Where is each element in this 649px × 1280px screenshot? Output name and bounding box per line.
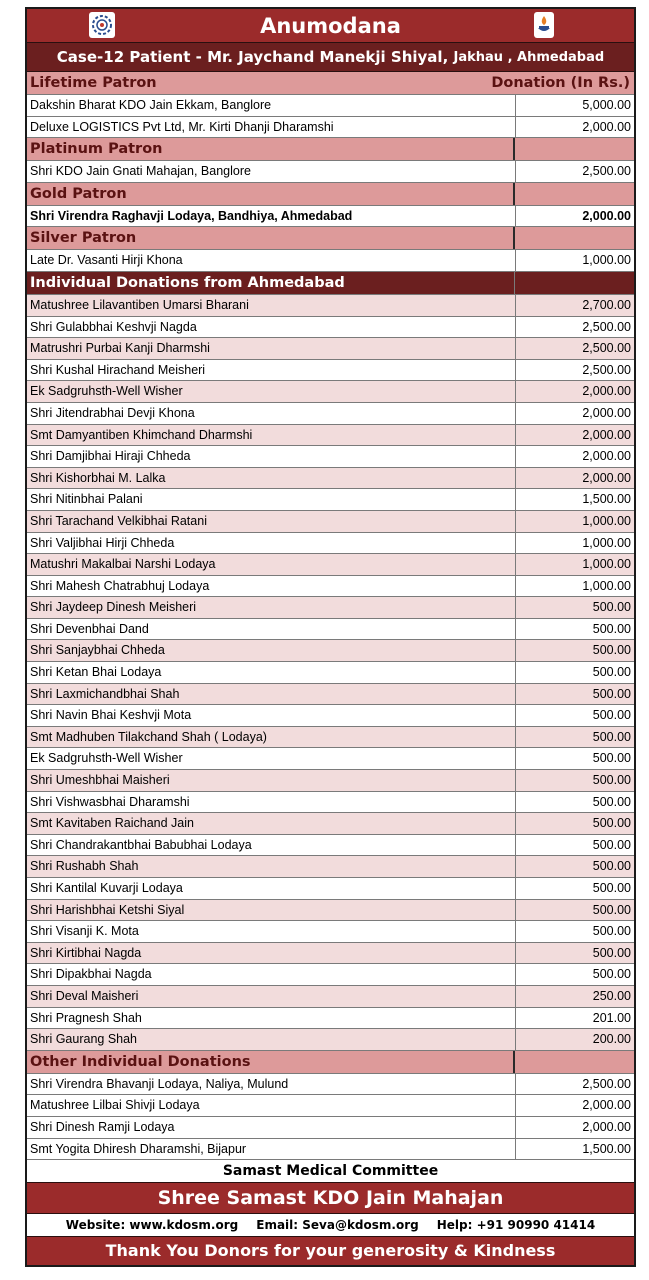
section-title: Silver Patron [30, 230, 137, 247]
table-row [27, 446, 634, 468]
case-patient: Case-12 Patient - Mr. Jaychand Manekji Shiyal, [56, 48, 449, 66]
table-row [27, 317, 634, 339]
section-amount-cell [513, 183, 634, 205]
donation-amount: 500.00 [515, 770, 634, 791]
donor-table [27, 72, 634, 1160]
section-title: Individual Donations from Ahmedabad [30, 274, 345, 291]
table-row [27, 381, 634, 403]
table-row [27, 662, 634, 684]
case-location: Jakhau , Ahmedabad [453, 49, 605, 65]
donation-amount: 1,500.00 [515, 1139, 634, 1160]
table-row [27, 900, 634, 922]
donation-amount: 2,500.00 [515, 317, 634, 338]
donation-amount: 500.00 [515, 813, 634, 834]
table-row [27, 576, 634, 598]
donation-amount: 2,000.00 [515, 446, 634, 467]
donation-amount: 250.00 [515, 986, 634, 1007]
donor-name: Shri Dipakbhai Nagda [30, 967, 152, 982]
table-row [27, 986, 634, 1008]
donation-amount: 2,000.00 [515, 468, 634, 489]
table-row [27, 684, 634, 706]
donation-amount: 500.00 [515, 684, 634, 705]
title-bar [27, 9, 634, 43]
donor-name: Shri Jaydeep Dinesh Meisheri [30, 600, 197, 615]
section-amount-cell [513, 1051, 634, 1073]
donor-name: Smt Madhuben Tilakchand Shah ( Lodaya) [30, 729, 267, 744]
donor-name: Matushree Lilavantiben Umarsi Bharani [30, 297, 249, 312]
donation-amount: 201.00 [515, 1008, 634, 1029]
table-row [27, 813, 634, 835]
donation-amount: 500.00 [515, 705, 634, 726]
table-row [27, 250, 634, 272]
table-row [27, 748, 634, 770]
table-row [27, 856, 634, 878]
table-row [27, 95, 634, 117]
donor-name: Late Dr. Vasanti Hirji Khona [30, 253, 183, 268]
table-row [27, 206, 634, 228]
section-title: Gold Patron [30, 185, 127, 202]
donation-amount: 2,000.00 [515, 117, 634, 138]
table-row [27, 489, 634, 511]
email-text: Email: Seva@kdosm.org [256, 1218, 419, 1233]
donation-amount: 500.00 [515, 619, 634, 640]
table-row [27, 161, 634, 183]
donation-amount: 500.00 [515, 964, 634, 985]
donor-name: Smt Kavitaben Raichand Jain [30, 816, 194, 831]
donation-amount: 1,000.00 [515, 576, 634, 597]
donor-name: Shri Sanjaybhai Chheda [30, 643, 165, 658]
table-row [27, 597, 634, 619]
donor-name: Shri Laxmichandbhai Shah [30, 686, 180, 701]
donor-name: Ek Sadgruhsth-Well Wisher [30, 751, 183, 766]
table-row [27, 1029, 634, 1051]
website-text: Website: www.kdosm.org [65, 1218, 239, 1233]
donor-name: Shri Jitendrabhai Devji Khona [30, 405, 195, 420]
table-row [27, 770, 634, 792]
donation-amount: 2,000.00 [515, 1117, 634, 1138]
donation-amount: 500.00 [515, 921, 634, 942]
donor-name: Shri Harishbhai Ketshi Siyal [30, 902, 185, 917]
donation-amount: 500.00 [515, 748, 634, 769]
page-title: Anumodana [260, 13, 401, 38]
donor-name: Shri Mahesh Chatrabhuj Lodaya [30, 578, 210, 593]
section-title: Other Individual Donations [30, 1053, 251, 1070]
table-row [27, 705, 634, 727]
donation-amount: 1,000.00 [515, 511, 634, 532]
donation-amount: 1,000.00 [515, 250, 634, 271]
donation-amount: 200.00 [515, 1029, 634, 1050]
section-header-lifetime [27, 72, 634, 95]
donor-name: Matushri Makalbai Narshi Lodaya [30, 557, 216, 572]
donation-amount: 2,000.00 [515, 1095, 634, 1116]
donor-name: Shri Damjibhai Hiraji Chheda [30, 449, 191, 464]
donation-amount: 2,000.00 [515, 425, 634, 446]
donation-amount: 500.00 [515, 662, 634, 683]
donor-name: Shri Rushabh Shah [30, 859, 139, 874]
table-row [27, 1139, 634, 1161]
donation-amount: 2,000.00 [515, 381, 634, 402]
table-row [27, 117, 634, 139]
contact-line [27, 1214, 634, 1237]
donor-name: Shri Kushal Hirachand Meisheri [30, 362, 206, 377]
donor-name: Shri KDO Jain Gnati Mahajan, Banglore [30, 164, 251, 179]
donation-amount: 500.00 [515, 640, 634, 661]
donation-amount: 500.00 [515, 856, 634, 877]
donation-amount: 2,000.00 [515, 403, 634, 424]
table-row [27, 964, 634, 986]
table-row [27, 640, 634, 662]
donor-name: Shri Valjibhai Hirji Chheda [30, 535, 175, 550]
donation-amount: 1,000.00 [515, 554, 634, 575]
section-amount-cell [514, 272, 634, 294]
donation-amount: 2,500.00 [515, 1074, 634, 1095]
table-row [27, 921, 634, 943]
table-row [27, 727, 634, 749]
donation-amount: 500.00 [515, 878, 634, 899]
donation-amount: 2,500.00 [515, 360, 634, 381]
table-row [27, 619, 634, 641]
table-row [27, 792, 634, 814]
donor-name: Shri Vishwasbhai Dharamshi [30, 794, 190, 809]
donation-amount: 2,500.00 [515, 161, 634, 182]
table-row [27, 943, 634, 965]
donor-name: Shri Devenbhai Dand [30, 621, 149, 636]
donation-amount: 500.00 [515, 900, 634, 921]
donor-name: Shri Kantilal Kuvarji Lodaya [30, 881, 183, 895]
donation-sheet [25, 7, 636, 1267]
thank-you-banner: Thank You Donors for your generosity & Kindness [27, 1237, 634, 1265]
donation-amount: 500.00 [515, 943, 634, 964]
table-row [27, 835, 634, 857]
section-amount-cell [513, 138, 634, 160]
donor-name: Dakshin Bharat KDO Jain Ekkam, Banglore [30, 98, 272, 112]
donor-name: Shri Deval Maisheri [30, 988, 139, 1003]
section-header-gold [27, 183, 634, 206]
donor-name: Shri Navin Bhai Keshvji Mota [30, 708, 192, 723]
table-row [27, 878, 634, 900]
donor-name: Matrushri Purbai Kanji Dharmshi [30, 341, 210, 356]
donor-name: Shri Nitinbhai Palani [30, 492, 143, 507]
donation-amount: 500.00 [515, 835, 634, 856]
donor-name: Matushree Lilbai Shivji Lodaya [30, 1098, 200, 1113]
donor-name: Shri Dinesh Ramji Lodaya [30, 1119, 175, 1134]
table-row [27, 1074, 634, 1096]
donor-name: Shri Visanji K. Mota [30, 924, 139, 939]
case-header [27, 43, 634, 72]
table-row [27, 403, 634, 425]
table-row [27, 511, 634, 533]
donor-name: Shri Virendra Bhavanji Lodaya, Naliya, Mulund [30, 1076, 289, 1091]
donation-amount: 1,500.00 [515, 489, 634, 510]
donor-name: Shri Gulabbhai Keshvji Nagda [30, 319, 197, 334]
gear-emblem-icon [89, 12, 115, 38]
donation-amount: 500.00 [515, 792, 634, 813]
table-row [27, 1117, 634, 1139]
flame-lamp-icon [534, 12, 554, 38]
section-header-platinum [27, 138, 634, 161]
donor-name: Ek Sadgruhsth-Well Wisher [30, 384, 183, 399]
donor-name: Shri Tarachand Velkibhai Ratani [30, 513, 207, 528]
section-header-ahmedabad [27, 272, 634, 295]
column-header-donation: Donation (In Rs.) [491, 75, 630, 91]
table-row [27, 554, 634, 576]
help-text: Help: +91 90990 41414 [436, 1218, 596, 1233]
donation-amount: 2,000.00 [515, 206, 634, 227]
donation-amount: 500.00 [515, 597, 634, 618]
donation-amount: 2,500.00 [515, 338, 634, 359]
table-row [27, 468, 634, 490]
section-title: Lifetime Patron [30, 75, 157, 91]
donation-amount: 500.00 [515, 727, 634, 748]
donor-name: Shri Virendra Raghavji Lodaya, Bandhiya, Ahmedabad [30, 208, 353, 223]
table-row [27, 338, 634, 360]
donor-name: Shri Pragnesh Shah [30, 1010, 142, 1025]
donor-name: Smt Damyantiben Khimchand Dharmshi [30, 427, 253, 442]
section-header-silver [27, 227, 634, 250]
donation-amount: 5,000.00 [515, 95, 634, 116]
donation-amount: 1,000.00 [515, 533, 634, 554]
donor-name: Shri Kirtibhai Nagda [30, 945, 142, 960]
donor-name: Shri Ketan Bhai Lodaya [30, 665, 162, 680]
donation-amount: 2,700.00 [515, 295, 634, 316]
donor-name: Shri Umeshbhai Maisheri [30, 773, 170, 788]
committee-name: Samast Medical Committee [27, 1160, 634, 1183]
table-row [27, 533, 634, 555]
table-row [27, 1008, 634, 1030]
section-amount-cell [513, 227, 634, 249]
donor-name: Deluxe LOGISTICS Pvt Ltd, Mr. Kirti Dhanji Dharamshi [30, 119, 334, 134]
section-header-other [27, 1051, 634, 1074]
section-title: Platinum Patron [30, 141, 163, 158]
donor-name: Shri Chandrakantbhai Babubhai Lodaya [30, 837, 252, 852]
donor-name: Smt Yogita Dhiresh Dharamshi, Bijapur [30, 1141, 247, 1156]
donor-name: Shri Gaurang Shah [30, 1032, 138, 1047]
donor-name: Shri Kishorbhai M. Lalka [30, 470, 166, 485]
table-row [27, 425, 634, 447]
table-row [27, 1095, 634, 1117]
organization-name: Shree Samast KDO Jain Mahajan [27, 1183, 634, 1214]
table-row [27, 360, 634, 382]
table-row [27, 295, 634, 317]
